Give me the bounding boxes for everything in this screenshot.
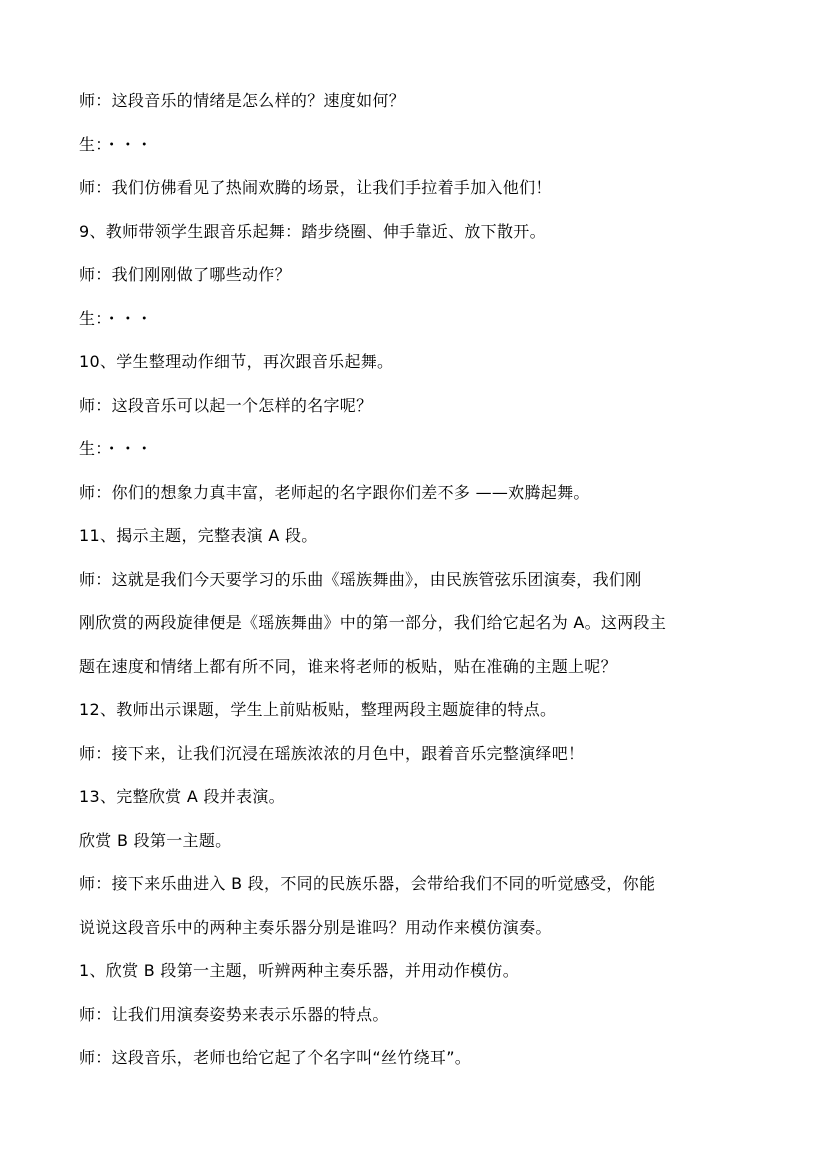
dialogue-line: 师：我们刚刚做了哪些动作？ bbox=[79, 265, 291, 284]
dialogue-line: 师：这就是我们今天要学习的乐曲《瑶族舞曲》，由民族管弦乐团演奏，我们刚 bbox=[79, 570, 642, 589]
dialogue-line: 说说这段音乐中的两种主奏乐器分别是谁吗？用动作来模仿演奏。 bbox=[79, 918, 552, 937]
dialogue-line: 师：你们的想象力真丰富，老师起的名字跟你们差不多 ——欢腾起舞。 bbox=[79, 483, 590, 502]
step-line: 9、教师带领学生跟音乐起舞：踏步绕圈、伸手靠近、放下散开。 bbox=[79, 222, 546, 241]
step-line: 1、欣赏 B 段第一主题，听辨两种主奏乐器，并用动作模仿。 bbox=[79, 961, 520, 980]
dialogue-line: 师：这段音乐的情绪是怎么样的？速度如何？ bbox=[79, 91, 406, 110]
dialogue-line: 师：这段音乐可以起一个怎样的名字呢？ bbox=[79, 396, 373, 415]
dialogue-line: 师：我们仿佛看见了热闹欢腾的场景，让我们手拉着手加入他们！ bbox=[79, 178, 552, 197]
dialogue-line: 师：这段音乐，老师也给它起了个名字叫“丝竹绕耳”。 bbox=[79, 1048, 472, 1067]
dialogue-line: 题在速度和情绪上都有所不同，谁来将老师的板贴，贴在准确的主题上呢？ bbox=[79, 657, 617, 676]
dialogue-line: 师：接下来乐曲进入 B 段，不同的民族乐器，会带给我们不同的听觉感受，你能 bbox=[79, 874, 656, 893]
step-line: 11、揭示主题，完整表演 A 段。 bbox=[79, 526, 318, 545]
step-line: 13、完整欣赏 A 段并表演。 bbox=[79, 787, 285, 806]
dialogue-line: 生：・・・ bbox=[79, 309, 153, 328]
step-line: 12、教师出示课题，学生上前贴板贴，整理两段主题旋律的特点。 bbox=[79, 700, 557, 719]
dialogue-line: 生：・・・ bbox=[79, 135, 153, 154]
section-line: 欣赏 B 段第一主题。 bbox=[79, 831, 232, 850]
dialogue-line: 生：・・・ bbox=[79, 439, 153, 458]
step-line: 10、学生整理动作细节，再次跟音乐起舞。 bbox=[79, 352, 394, 371]
dialogue-line: 师：让我们用演奏姿势来表示乐器的特点。 bbox=[79, 1005, 389, 1024]
dialogue-line: 刚欣赏的两段旋律便是《瑶族舞曲》中的第一部分，我们给它起名为 A。这两段主 bbox=[79, 613, 667, 632]
dialogue-line: 师：接下来，让我们沉浸在瑶族浓浓的月色中，跟着音乐完整演绎吧！ bbox=[79, 744, 585, 763]
